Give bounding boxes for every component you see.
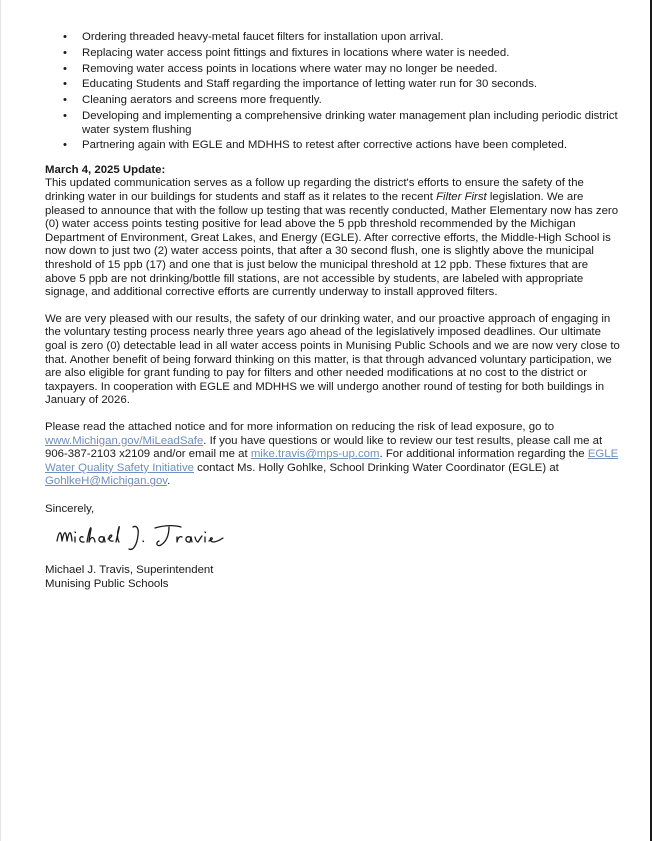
list-item: • Ordering threaded heavy-metal faucet filters for installation upon arrival.	[63, 31, 444, 43]
page-left-edge	[0, 0, 1, 841]
bullet-icon: •	[63, 139, 67, 152]
update-heading: March 4, 2025 Update:	[45, 163, 166, 176]
bullet-icon: •	[63, 78, 67, 91]
letter-body	[45, 31, 620, 591]
list-item: • Partnering again with EGLE and MDHHS to retest after corrective actions have been completed.	[63, 139, 567, 152]
list-item: • Cleaning aerators and screens more frequently.	[63, 94, 322, 107]
egle-initiative-link[interactable]: EGLE Water Quality Safety Initiative	[45, 448, 619, 474]
results-paragraph: We are very pleased with our results, the safety of our drinking water, and our proactive approach of engaging in the voluntary testing process nearly three years ago ahead of the legislatively imposed deadlines. Our ultimate goal is zero (0) detectable lead in all water access points in Munising Public Schools and we are now very close to that. Another benefit of being forward thinking on this matter, is that through advanced voluntary participation, we are also eligible for grant funding to pay for filters and other needed modifications at no cost to the district or taxpayers. In cooperation with EGLE and MDHHS we will undergo another round of testing for both buildings in January of 2026.	[45, 312, 620, 407]
contact-paragraph: Please read the attached notice and for more information on reducing the risk of lead exposure, go to www.Michigan.gov/MiLeadSafe. If you have questions or would like to review our test results, please call me at 906-387-2103 x2109 and/or email me at mike.travis@mps-up.com. For additional information regarding the EGLE Water Quality Safety Initiative contact Ms. Holly Gohlke, School Drinking Water Coordinator (EGLE) at GohlkeH@Michigan.gov.	[45, 420, 619, 488]
bullet-icon: •	[63, 62, 67, 75]
update-paragraph: This updated communication serves as a follow up regarding the district's efforts to ensure the safety of the drinking water in our buildings for students and staff as it relates to the recent Filter First legislation. We are pleased to announce that with the follow up testing that was recently conducted, Mather Elementary now has zero (0) water access points testing positive for lead above the 5 ppb threshold recommended by the Michigan Department of Environment, Great Lakes, and Energy (EGLE). After corrective efforts, the Middle-High School is now down to just two (2) water access points, that after a 30 second flush, one is slightly above the municipal threshold of 15 ppb (17) and one that is just below the municipal threshold at 12 ppb. These fixtures that are above 5 ppb are not drinking/bottle fill stations, are not accessible by students, are labeled with appropriate signage, and additional corrective efforts are currently underway to install approved filters.	[45, 177, 619, 299]
signer-name-title: Michael J. Travis, Superintendent	[45, 564, 214, 577]
gohlke-email-link[interactable]: GohlkeH@Michigan.gov	[45, 475, 168, 488]
signer-organization: Munising Public Schools	[45, 577, 169, 590]
list-item: • Developing and implementing a comprehensive drinking water management plan including periodic district water system flushing	[63, 109, 618, 136]
bullet-icon: •	[63, 31, 67, 43]
milead-safe-link[interactable]: www.Michigan.gov/MiLeadSafe	[45, 434, 204, 447]
bullet-icon: •	[63, 46, 67, 59]
email-link[interactable]: mike.travis@mps-up.com	[250, 448, 380, 461]
list-item: • Removing water access points in locations where water may no longer be needed.	[63, 62, 498, 75]
closing: Sincerely,	[45, 502, 95, 515]
legislation-name: Filter First	[436, 191, 487, 204]
bullet-icon: •	[63, 109, 67, 122]
corrective-actions-list	[45, 31, 620, 153]
list-item: • Replacing water access point fittings and fixtures in locations where water is needed.	[63, 46, 510, 59]
list-item: • Educating Students and Staff regarding the importance of letting water run for 30 seconds.	[63, 78, 538, 91]
signature-image	[53, 519, 233, 557]
bullet-icon: •	[63, 94, 67, 107]
signature-text: Michael J. Travis	[53, 518, 61, 520]
